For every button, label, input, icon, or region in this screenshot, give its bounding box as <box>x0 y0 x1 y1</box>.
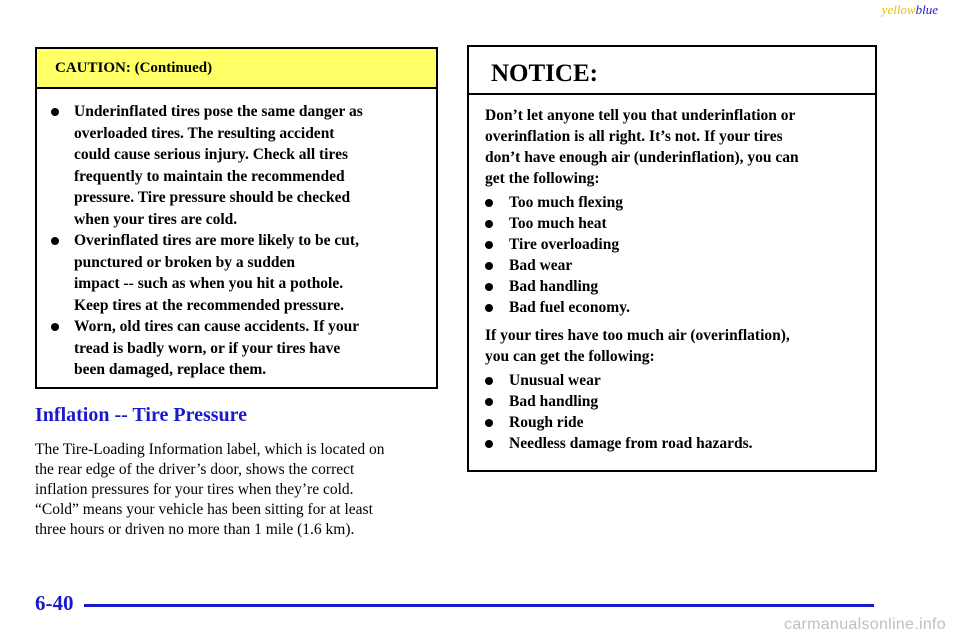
underinflation-effect-item <box>485 276 861 297</box>
bullet-icon <box>485 241 493 249</box>
bullet-icon <box>485 440 493 448</box>
bullet-icon <box>485 220 493 228</box>
overinflation-effect-item-label: Rough ride <box>509 414 584 431</box>
bullet-icon <box>485 283 493 291</box>
underinflation-effect-item <box>485 297 861 318</box>
notice-box <box>467 45 877 472</box>
bullet-icon <box>51 237 59 245</box>
caution-item <box>51 316 422 381</box>
footer-rule <box>84 604 874 607</box>
caution-item-line: Worn, old tires can cause accidents. If your <box>74 318 360 335</box>
color-registration-mark <box>882 2 938 18</box>
caution-bullet-list <box>37 89 436 381</box>
overinflation-effect-item-label: Needless damage from road hazards. <box>509 435 753 452</box>
overinflation-effect-item <box>485 370 861 391</box>
underinflation-effect-item-label: Tire overloading <box>509 236 620 253</box>
caution-item <box>51 230 422 316</box>
bullet-icon <box>485 398 493 406</box>
caution-item-line: been damaged, replace them. <box>74 361 267 378</box>
caution-item-line: frequently to maintain the recommended <box>74 167 345 185</box>
notice-intro-line: get the following: <box>485 170 600 187</box>
notice-intro-line: overinflation is all right. It’s not. If your tires <box>485 128 783 145</box>
section-body-paragraph <box>35 440 445 540</box>
bullet-icon <box>485 199 493 207</box>
underinflation-effect-item <box>485 234 861 255</box>
overinflation-effect-item-label: Bad handling <box>509 393 599 410</box>
underinflation-effect-item-label: Bad handling <box>509 278 599 295</box>
caution-item-line: Underinflated tires pose the same danger as <box>74 103 363 120</box>
underinflation-effect-item-label: Too much flexing <box>509 194 623 211</box>
section-title: Inflation -- Tire Pressure <box>35 404 248 426</box>
underinflation-effect-item <box>485 192 861 213</box>
bullet-icon <box>485 419 493 427</box>
notice-intro-line: Don’t let anyone tell you that underinflation or <box>485 107 796 124</box>
body-line: “Cold” means your vehicle has been sitting for at least <box>35 501 373 518</box>
bullet-icon <box>51 323 59 331</box>
underinflation-effect-item-label: Bad wear <box>509 257 573 274</box>
caution-item-line: punctured or broken by a sudden <box>74 253 295 271</box>
caution-item-line: when your tires are cold. <box>74 210 238 228</box>
overinflation-effects-list <box>485 367 861 461</box>
caution-item-line: could cause serious injury. Check all tires <box>74 146 348 163</box>
underinflation-effect-item <box>485 255 861 276</box>
page-number: 6-40 <box>35 591 74 615</box>
notice-body <box>469 95 875 461</box>
body-line: three hours or driven no more than 1 mile (1.6 km). <box>35 521 355 538</box>
notice-heading: NOTICE: <box>469 47 875 95</box>
notice-intro-paragraph <box>485 105 861 189</box>
caution-item <box>51 101 422 230</box>
notice-over-intro-line: you can get the following: <box>485 348 655 365</box>
caution-item-line: tread is badly worn, or if your tires have <box>74 339 341 357</box>
caution-item-line: impact -- such as when you hit a pothole. <box>74 275 344 292</box>
notice-over-intro-line: If your tires have too much air (overinflation), <box>485 327 790 344</box>
bullet-icon <box>51 108 59 116</box>
notice-overinflation-paragraph <box>485 325 861 367</box>
body-line: the rear edge of the driver’s door, shows the correct <box>35 461 355 478</box>
body-line: inflation pressures for your tires when they’re cold. <box>35 481 354 498</box>
caution-heading: CAUTION: (Continued) <box>37 49 436 89</box>
notice-intro-line: don’t have enough air (underinflation), you can <box>485 149 799 166</box>
overinflation-effect-item <box>485 391 861 412</box>
body-line: The Tire-Loading Information label, which is located on <box>35 441 385 458</box>
caution-item-line: Overinflated tires are more likely to be cut, <box>74 232 359 249</box>
caution-item-line: overloaded tires. The resulting accident <box>74 124 335 142</box>
yellow-mark-label: yellow <box>881 2 916 17</box>
overinflation-effect-item-label: Unusual wear <box>509 372 601 389</box>
blue-mark-label: blue <box>915 2 938 17</box>
caution-item-line: Keep tires at the recommended pressure. <box>74 296 345 314</box>
underinflation-effect-item-label: Too much heat <box>509 215 607 232</box>
underinflation-effect-item <box>485 213 861 234</box>
underinflation-effects-list <box>485 189 861 325</box>
bullet-icon <box>485 377 493 385</box>
underinflation-effect-item-label: Bad fuel economy. <box>509 299 630 316</box>
bullet-icon <box>485 262 493 270</box>
overinflation-effect-item <box>485 433 861 454</box>
watermark-logo: carmanualsonline.info <box>784 616 946 633</box>
bullet-icon <box>485 304 493 312</box>
caution-box <box>35 47 438 389</box>
overinflation-effect-item <box>485 412 861 433</box>
caution-item-line: pressure. Tire pressure should be checked <box>74 189 351 206</box>
